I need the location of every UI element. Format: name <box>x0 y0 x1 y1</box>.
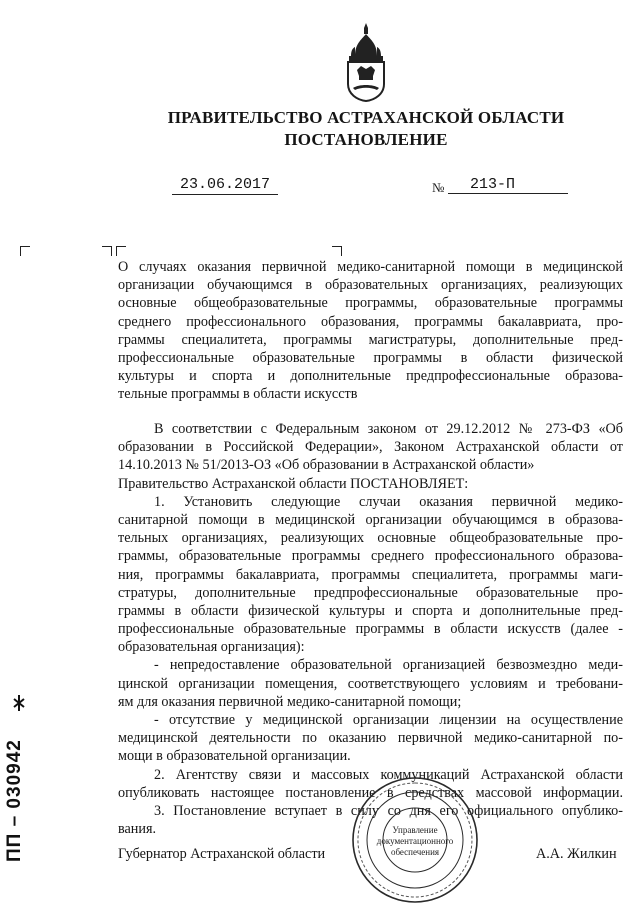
body-line: граммы, образовательные программы среднего профессионального образова- <box>118 548 623 565</box>
stamp-text: обеспечения <box>390 847 440 857</box>
body-line: опубликовать настоящее постановление в средствах массовой информации. <box>118 784 623 801</box>
title-line: организации обучающимся в образовательных организациях, реализующих <box>118 277 623 294</box>
body-line: медицинской деятельности по оказанию первичной медико-санитарной по- <box>118 730 623 747</box>
body-line: ния, программы бакалавриата, программы специалитета, программы маги- <box>118 566 623 583</box>
document-number: 213-П <box>448 176 568 194</box>
body-line: санитарной помощи в медицинской организации обучающимся в образова- <box>118 511 623 528</box>
body-line: 2. Агентству связи и массовых коммуникаций Астраханской области <box>154 766 623 783</box>
government-name: ПРАВИТЕЛЬСТВО АСТРАХАНСКОЙ ОБЛАСТИ <box>167 108 565 127</box>
signatory-name: А.А. Жилкин <box>536 846 617 862</box>
body-line: мощи в образовательной организации. <box>118 748 351 765</box>
title-line: профессиональные образовательные программы в области физической <box>118 349 623 366</box>
title-line: основные общеобразовательные программы, образовательные программы <box>118 295 623 312</box>
title-line: культуры и спорта и дополнительные предпрофессиональные образова- <box>118 368 623 385</box>
corner-mark <box>332 246 342 256</box>
signatory-position: Губернатор Астраханской области <box>118 846 326 862</box>
body-line: 14.10.2013 № 51/2013-ОЗ «Об образовании в Астраханской области» <box>118 457 535 474</box>
body-line: 1. Установить следующие случаи оказания первичной медико- <box>154 493 623 510</box>
body-line: - отсутствие у медицинской организации лицензии на осуществление <box>154 712 623 728</box>
resolution-title <box>118 258 623 404</box>
corner-mark <box>20 246 30 256</box>
corner-mark <box>116 246 126 256</box>
title-line: среднего профессионального образования, программы бакалавриата, про- <box>118 313 623 330</box>
body-line: тельных организациях, реализующих основные общеобразовательные про- <box>118 530 623 547</box>
body-line: профессиональные образовательные программы в области искусств (далее - <box>118 621 623 638</box>
body-line: стратуры, дополнительные предпрофессиональные образовательные про- <box>118 584 623 601</box>
body-line: 3. Постановление вступает в силу со дня его официального опублико- <box>154 802 623 819</box>
body-line: граммы в области физической культуры и спорта и дополнительные пред- <box>118 602 623 619</box>
body-line: ям для оказания первичной медико-санитарной помощи; <box>118 693 462 710</box>
stamp-text: Управление <box>392 825 438 835</box>
document-date: 23.06.2017 <box>172 176 278 195</box>
body-line: Правительство Астраханской области ПОСТАНОВЛЯЕТ: <box>118 475 469 492</box>
document-serial-number: ПП – 030942 <box>4 739 25 862</box>
number-sign: № <box>432 180 445 195</box>
coat-of-arms-emblem <box>343 22 389 102</box>
body-line: В соответствии с Федеральным законом от 29.12.2012 № 273-ФЗ «Об <box>154 421 623 437</box>
body-line: образовании в Российской Федерации», Законом Астраханской области от <box>118 439 623 456</box>
body-line: образовательная организация): <box>118 639 305 656</box>
body-line: - непредоставление образовательной организацией безвозмездно меди- <box>154 657 623 674</box>
body-line: цинской организации помещения, соответствующего условиям и требовани- <box>118 675 623 692</box>
title-line: граммы специалитета, программы магистратуры, дополнительные пред- <box>118 331 623 348</box>
official-stamp <box>350 775 480 905</box>
document-type: ПОСТАНОВЛЕНИЕ <box>284 130 448 149</box>
corner-mark <box>102 246 112 256</box>
side-mark-icon <box>12 694 26 712</box>
body-line: вания. <box>118 821 157 838</box>
title-line: тельные программы в области искусств <box>118 386 358 403</box>
title-line: О случаях оказания первичной медико-санитарной помощи в медицинской <box>118 259 623 275</box>
stamp-text: документационного <box>376 836 454 846</box>
